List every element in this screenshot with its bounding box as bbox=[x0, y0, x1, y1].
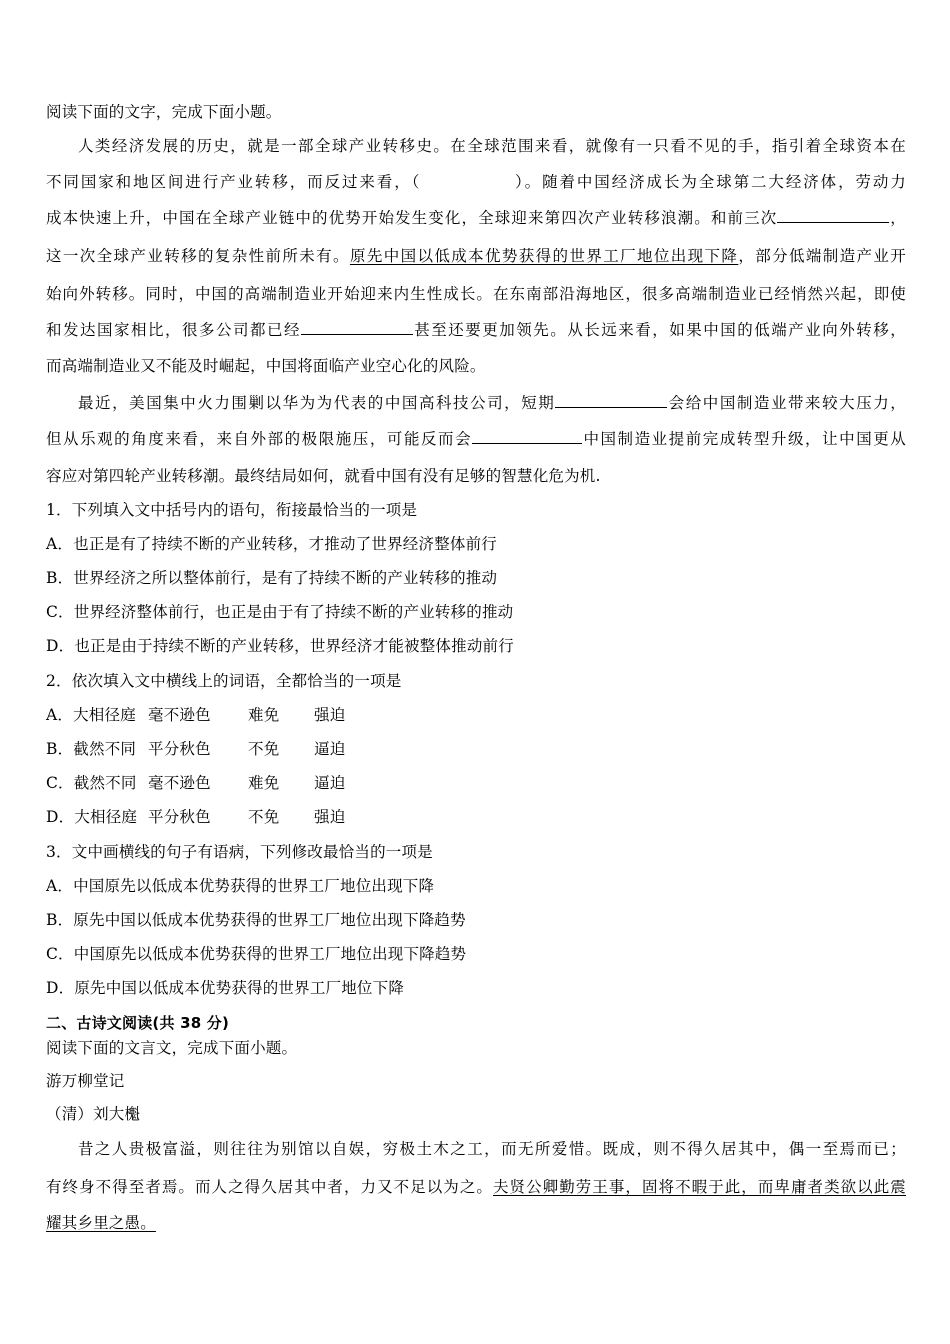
passage-line: 不同国家和地区间进行产业转移，而反过来看，（ ）。随着中国经济成长为全球第二大经济体，劳动力 bbox=[46, 173, 906, 191]
question-3-option-d: D．原先中国以低成本优势获得的世界工厂地位下降 bbox=[46, 979, 405, 997]
question-1-stem: 1．下列填入文中括号内的语句，衔接最恰当的一项是 bbox=[46, 501, 418, 519]
section-heading: 二、古诗文阅读(共 38 分) bbox=[46, 1014, 230, 1032]
passage-line: 容应对第四轮产业转移潮。最终结局如何，就看中国有没有足够的智慧化危为机. bbox=[46, 467, 601, 485]
classical-text-line bbox=[46, 1213, 156, 1233]
question-1-option-d: D．也正是由于持续不断的产业转移，世界经济才能被整体推动前行 bbox=[46, 637, 514, 655]
reading-instruction: 阅读下面的文言文，完成下面小题。 bbox=[46, 1039, 298, 1057]
passage-line: 和发达国家相比，很多公司都已经 甚至还要更加领先。从长远来看，如果中国的低端产业向外转移， bbox=[46, 321, 906, 339]
underlined-sentence: 原先中国以低成本优势获得的世界工厂地位出现下降 bbox=[349, 247, 739, 265]
question-1-option-b: B．世界经济之所以整体前行，是有了持续不断的产业转移的推动 bbox=[46, 569, 498, 587]
passage-line: 人类经济发展的历史，就是一部全球产业转移史。在全球范围来看，就像有一只看不见的手，指引着全球资本在 bbox=[78, 137, 906, 155]
essay-author: （清）刘大櫆 bbox=[46, 1105, 141, 1123]
question-2-stem: 2．依次填入文中横线上的词语，全都恰当的一项是 bbox=[46, 672, 402, 690]
question-2-option-b: B．截然不同 平分秋色 不免 逼迫 bbox=[46, 740, 346, 758]
passage-line: 最近，美国集中火力围剿以华为为代表的中国高科技公司，短期 会给中国制造业带来较大压力， bbox=[78, 394, 906, 412]
passage-line: 但从乐观的角度来看，来自外部的极限施压，可能反而会 中国制造业提前完成转型升级，让中国更从 bbox=[46, 430, 906, 448]
passage-line: 而高端制造业又不能及时崛起，中国将面临产业空心化的风险。 bbox=[46, 357, 486, 375]
question-3-stem: 3．文中画横线的句子有语病，下列修改最恰当的一项是 bbox=[46, 843, 433, 861]
underlined-sentence: 夫贤公卿勤劳王事，固将不暇于此，而卑庸者类欲以此震 bbox=[492, 1178, 906, 1196]
essay-title: 游万柳堂记 bbox=[46, 1072, 125, 1090]
classical-text-line: 有终身不得至者焉。而人之得久居其中者，力又不足以为之。夫贤公卿勤劳王事，固将不暇于此，而卑庸者类欲以此震 bbox=[46, 1178, 906, 1196]
question-3-option-c: C．中国原先以低成本优势获得的世界工厂地位出现下降趋势 bbox=[46, 945, 467, 963]
question-3-option-a: A．中国原先以低成本优势获得的世界工厂地位出现下降 bbox=[46, 877, 435, 895]
question-2-option-c: C．截然不同 毫不逊色 难免 逼迫 bbox=[46, 774, 346, 792]
fill-blank-2 bbox=[301, 320, 413, 335]
fill-blank-1 bbox=[777, 208, 889, 223]
question-2-option-a: A．大相径庭 毫不逊色 难免 强迫 bbox=[46, 706, 346, 724]
classical-text-line: 昔之人贵极富溢，则往往为别馆以自娱，穷极土木之工，而无所爱惜。既成，则不得久居其中，偶一至焉而已； bbox=[78, 1140, 906, 1158]
underlined-sentence: 耀其乡里之愚。 bbox=[46, 1214, 156, 1232]
passage-line: 始向外转移。同时，中国的高端制造业开始迎来内生性成长。在东南部沿海地区，很多高端制造业已经悄然兴起，即使 bbox=[46, 285, 906, 303]
question-2-option-d: D．大相径庭 平分秋色 不免 强迫 bbox=[46, 808, 346, 826]
fill-blank-3 bbox=[555, 393, 667, 408]
passage-line: 这一次全球产业转移的复杂性前所未有。原先中国以低成本优势获得的世界工厂地位出现下降，部分低端制造产业开 bbox=[46, 247, 906, 265]
fill-blank-4 bbox=[472, 429, 582, 444]
question-3-option-b: B．原先中国以低成本优势获得的世界工厂地位出现下降趋势 bbox=[46, 911, 466, 929]
question-1-option-c: C．世界经济整体前行，也正是由于有了持续不断的产业转移的推动 bbox=[46, 603, 514, 621]
passage-line: 成本快速上升，中国在全球产业链中的优势开始发生变化，全球迎来第四次产业转移浪潮。和前三次 ， bbox=[46, 209, 906, 227]
question-1-option-a: A．也正是有了持续不断的产业转移，才推动了世界经济整体前行 bbox=[46, 535, 497, 553]
reading-instruction: 阅读下面的文字，完成下面小题。 bbox=[46, 103, 282, 121]
